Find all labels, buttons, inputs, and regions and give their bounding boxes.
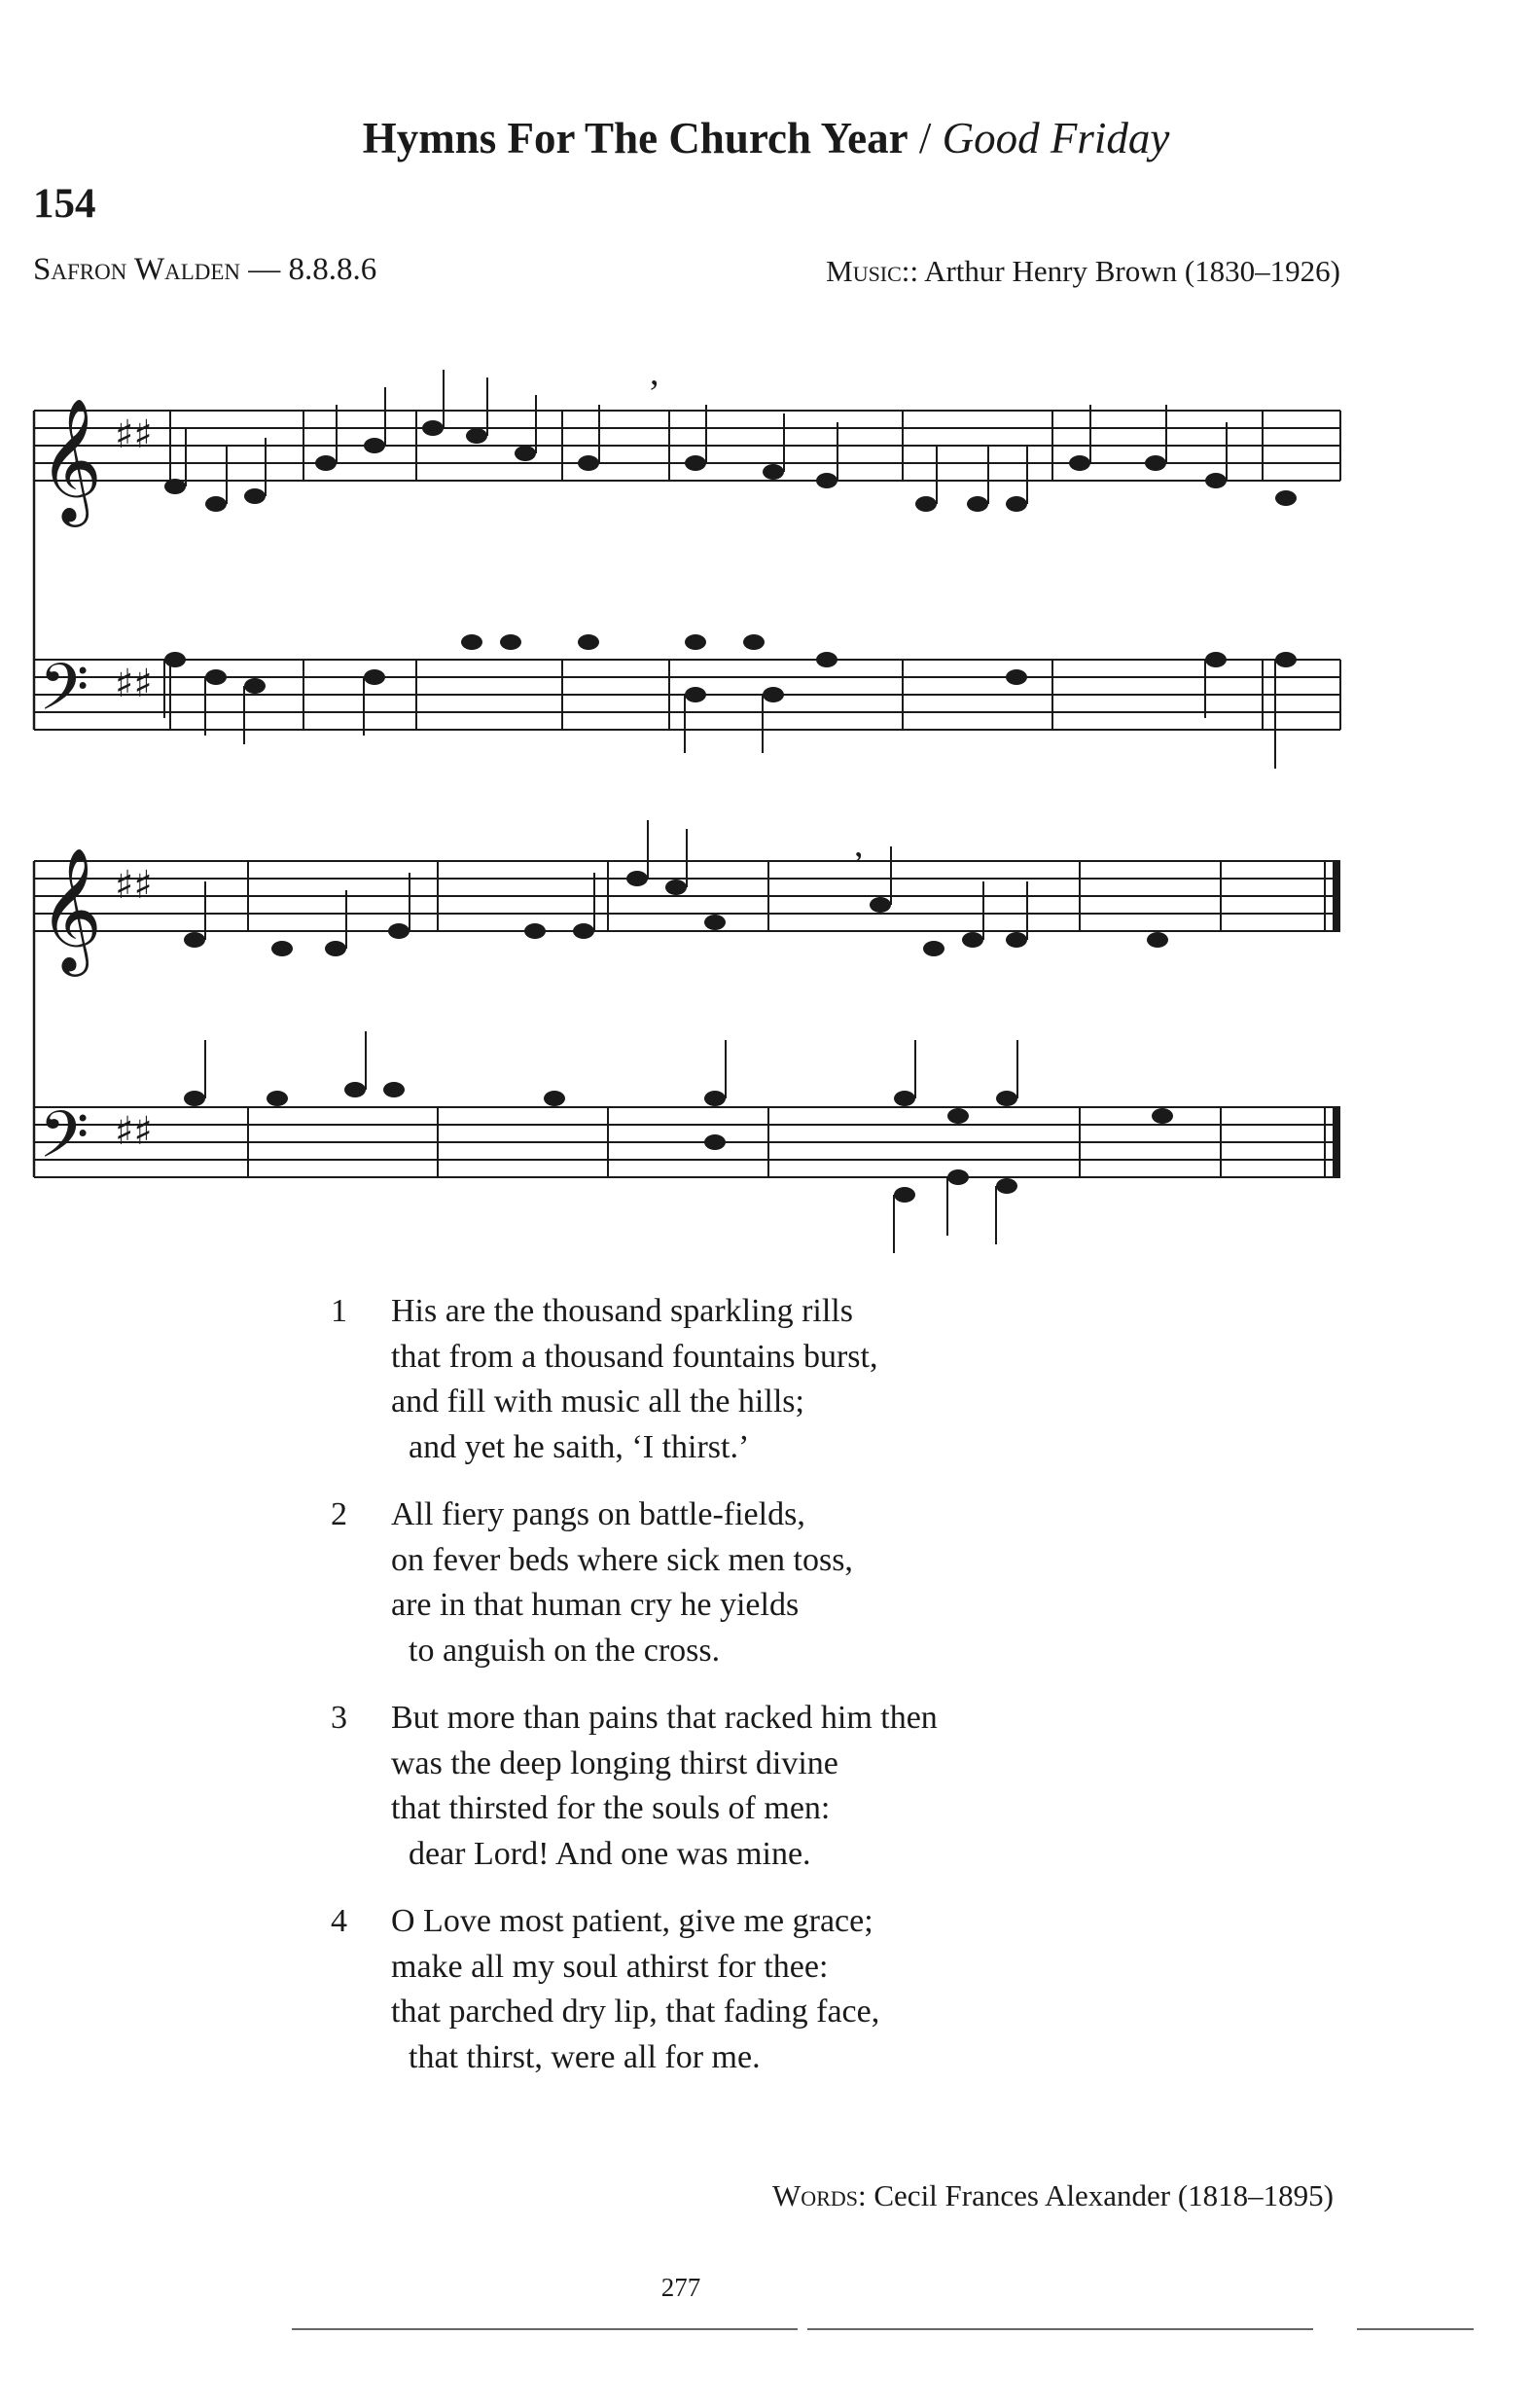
- words-label-sep: :: [858, 2178, 874, 2212]
- verse: [331, 1696, 1206, 1877]
- verse-line: and yet he saith, ‘I thirst.’: [409, 1428, 750, 1465]
- verse-line: that thirst, were all for me.: [409, 2038, 761, 2075]
- verse-number: 3: [331, 1700, 347, 1736]
- liturgical-season: Good Friday: [942, 114, 1170, 162]
- treble-staff-1: [34, 411, 1340, 481]
- final-barline: [1333, 1107, 1340, 1177]
- verse-line: and fill with music all the hills;: [391, 1384, 804, 1420]
- page-number: 277: [660, 2273, 701, 2302]
- breath-mark-icon: ,: [650, 352, 659, 393]
- header-separator: /: [908, 114, 943, 162]
- bass-notes-1: [164, 634, 1297, 702]
- verse-line: But more than pains that racked him then: [391, 1700, 938, 1736]
- sharp-icon: ♯♯: [115, 863, 153, 908]
- verse-line: that from a thousand fountains burst,: [391, 1338, 878, 1375]
- sharp-icon: ♯♯: [115, 413, 153, 457]
- verse: [331, 1899, 1206, 2080]
- lyricist: Cecil Frances Alexander (1818–1895): [873, 2178, 1334, 2212]
- breath-mark-icon: ,: [854, 824, 864, 865]
- footer-rule: [1357, 2328, 1474, 2330]
- treble-clef-icon: 𝄞: [39, 846, 103, 971]
- music-label-sep: :: [909, 254, 925, 288]
- verse-line: dear Lord! And one was mine.: [409, 1835, 811, 1872]
- bass-clef-icon: 𝄢: [39, 650, 89, 740]
- tune-name: Safron Walden: [33, 252, 241, 287]
- treble-stems-1: [186, 370, 1227, 504]
- system-2: [34, 820, 1340, 1253]
- words-label: Words: [772, 2178, 858, 2212]
- verse-number: 2: [331, 1496, 347, 1532]
- verse-line: His are the thousand sparkling rills: [391, 1293, 853, 1329]
- final-barline: [1333, 861, 1340, 931]
- verse-line: was the deep longing thirst divine: [391, 1744, 838, 1781]
- treble-notes-1: [164, 420, 1297, 512]
- sharp-icon: ♯♯: [115, 662, 153, 706]
- verse-line: on fever beds where sick men toss,: [391, 1541, 853, 1578]
- verse-line: O Love most patient, give me grace;: [391, 1903, 873, 1939]
- treble-clef-icon: 𝄞: [39, 397, 103, 521]
- footer-rule: [292, 2328, 798, 2330]
- verse-number: 1: [331, 1293, 347, 1329]
- verse-line: to anguish on the cross.: [409, 1632, 721, 1669]
- verse: [331, 1289, 1206, 1470]
- footer-rule: [807, 2328, 1313, 2330]
- meter-separator: —: [240, 252, 289, 287]
- verse: [331, 1492, 1206, 1673]
- bass-staff-2: [34, 1107, 1340, 1177]
- verse-line: make all my soul athirst for thee:: [391, 1948, 829, 1985]
- treble-stems-2: [205, 820, 1027, 949]
- verse-line: are in that human cry he yields: [391, 1587, 800, 1623]
- verse-line: that thirsted for the souls of men:: [391, 1790, 831, 1826]
- verse-line: that parched dry lip, that fading face,: [391, 1994, 880, 2030]
- verse-line: All fiery pangs on battle-fields,: [391, 1496, 805, 1532]
- system-1: [34, 352, 1340, 769]
- meter: 8.8.8.6: [288, 252, 377, 287]
- verses: [331, 1289, 1206, 2103]
- bass-stems-1: [164, 660, 1275, 769]
- hymnal-section-title: Hymns For The Church Year: [362, 114, 909, 162]
- verse-number: 4: [331, 1903, 347, 1939]
- bass-clef-icon: 𝄢: [39, 1097, 89, 1188]
- sharp-icon: ♯♯: [115, 1109, 153, 1154]
- barlines-system-1: [170, 411, 1340, 730]
- hymn-number: 154: [33, 181, 96, 227]
- music-label: Music:: [826, 254, 910, 288]
- words-credit: [772, 2175, 1334, 2216]
- composer: Arthur Henry Brown (1830–1926): [924, 254, 1340, 288]
